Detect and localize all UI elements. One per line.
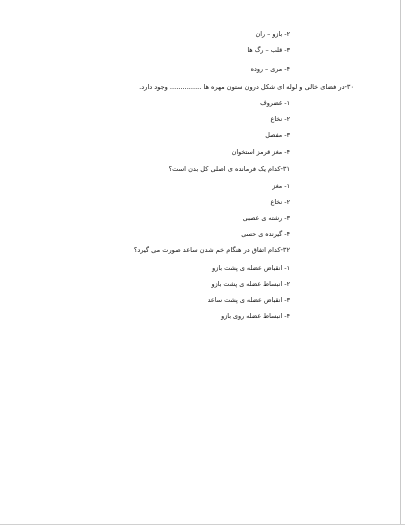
option-q31-4: ۴- گیرنده ی حسی [241, 230, 290, 238]
option-q29-4: ۴- مری – روده [250, 65, 290, 73]
question-30: ۳۰-در فضای خالی و لوله ای شکل درون ستون مهره ها ............... وجود دارد. [139, 83, 354, 91]
question-31: ۳۱-کدام یک فرمانده ی اصلی کل بدن است؟ [168, 165, 290, 173]
option-q31-3: ۳- رشته ی عصبی [242, 214, 290, 222]
option-q32-1: ۱- انقباض عضله ی پشت بازو [212, 264, 290, 272]
option-q32-2: ۲- انبساط عضله ی پشت بازو [211, 280, 290, 288]
option-q29-2: ۲- بازو – ران [255, 30, 290, 38]
option-q32-3: ۳- انقباض عضله ی پشت ساعد [207, 296, 290, 304]
option-q30-1: ۱- غضروف [260, 99, 290, 107]
option-q30-2: ۲- نخاع [270, 115, 290, 123]
option-q29-3: ۳- قلب – رگ ها [247, 46, 290, 54]
page-right-edge [400, 0, 401, 525]
option-q31-1: ۱- مغز [272, 182, 290, 190]
option-q30-3: ۳- مفصل [265, 131, 290, 139]
question-32: ۳۲-کدام اتفاق در هنگام خم شدن ساعد صورت می گیرد؟ [133, 246, 290, 254]
option-q31-2: ۲- نخاع [270, 198, 290, 206]
option-q32-4: ۴- انبساط عضله روی بازو [221, 312, 290, 320]
option-q30-4: ۴- مغز قرمز استخوان [231, 148, 290, 156]
